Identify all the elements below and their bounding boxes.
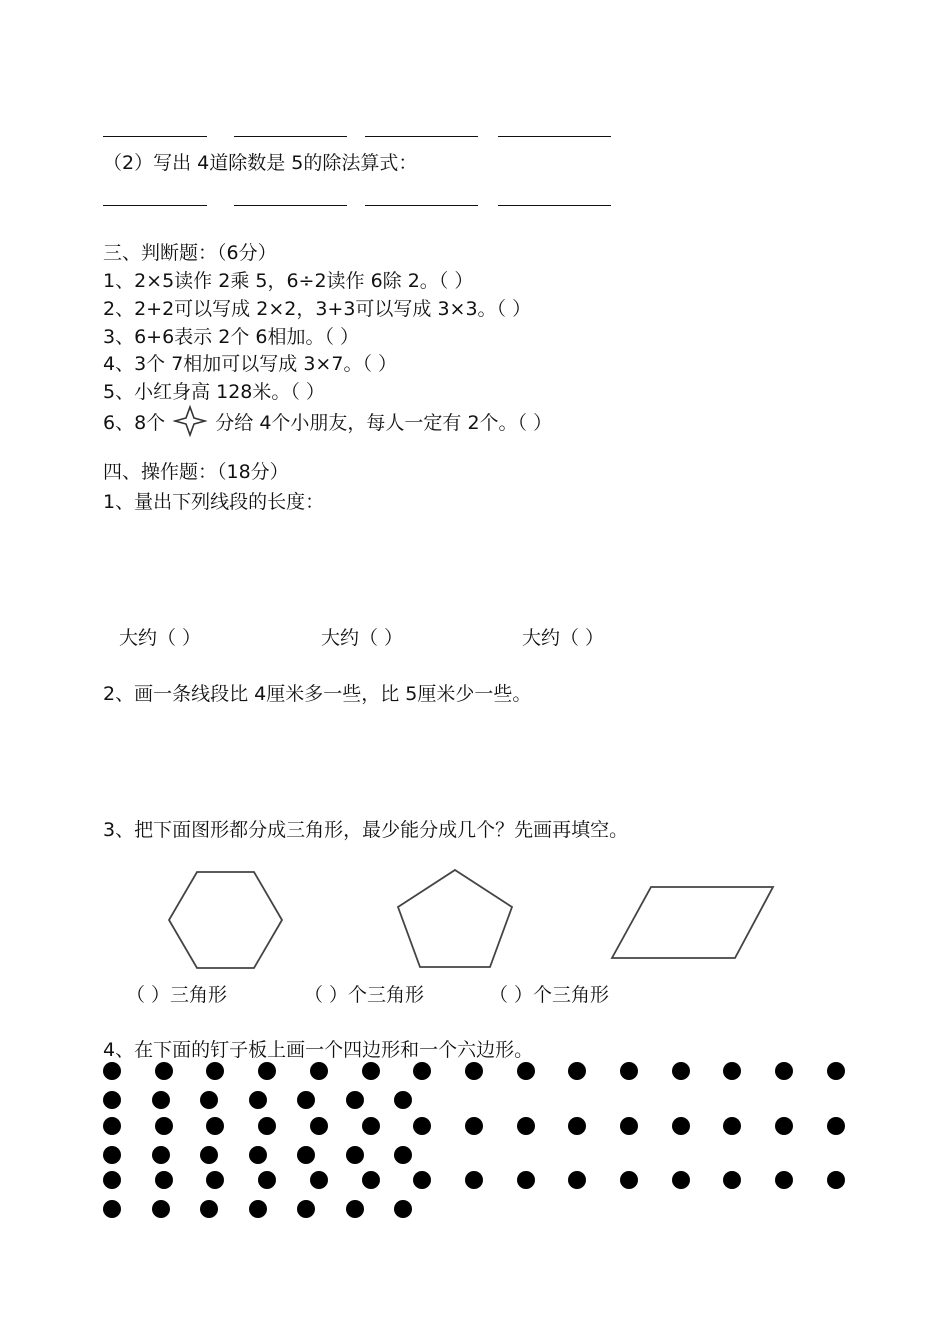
peg-dot[interactable] [297,1200,315,1218]
peg-dot[interactable] [152,1200,170,1218]
peg-dot[interactable] [394,1200,412,1218]
peg-dot[interactable] [827,1117,845,1135]
peg-dot[interactable] [394,1146,412,1164]
answer-blank[interactable] [498,205,611,206]
true-false-item: 2、2+2可以写成 2×2，3+3可以写成 3×3。（ ） [103,298,532,320]
peg-dot[interactable] [249,1200,267,1218]
peg-dot[interactable] [310,1117,328,1135]
peg-dot[interactable] [258,1117,276,1135]
answer-blank[interactable] [234,205,347,206]
peg-dot[interactable] [155,1117,173,1135]
true-false-item: 4、3个 7相加可以写成 3×7。（ ） [103,353,397,375]
peg-dot[interactable] [103,1171,121,1189]
peg-dot[interactable] [394,1091,412,1109]
peg-dot[interactable] [103,1200,121,1218]
answer-blank[interactable] [234,136,347,137]
triangle-count-answer[interactable]: （ ）个三角形 [489,984,610,1006]
peg-dot[interactable] [775,1117,793,1135]
peg-dot[interactable] [103,1062,121,1080]
true-false-item: 3、6+6表示 2个 6相加。（ ） [103,326,359,348]
question-prompt: 2、画一条线段比 4厘米多一些，比 5厘米少一些。 [103,683,532,705]
peg-dot[interactable] [723,1062,741,1080]
peg-dot[interactable] [568,1171,586,1189]
peg-dot[interactable] [249,1091,267,1109]
peg-dot[interactable] [775,1171,793,1189]
peg-dot[interactable] [152,1091,170,1109]
answer-blank[interactable] [103,136,207,137]
peg-dot[interactable] [413,1171,431,1189]
answer-blank[interactable] [498,136,611,137]
pentagon-shape [398,870,512,967]
peg-dot[interactable] [620,1117,638,1135]
peg-dot[interactable] [465,1117,483,1135]
triangle-count-answer[interactable]: （ ）三角形 [126,984,228,1006]
peg-dot[interactable] [362,1117,380,1135]
peg-dot[interactable] [620,1171,638,1189]
true-false-item [103,405,552,437]
peg-dot[interactable] [200,1091,218,1109]
peg-dot[interactable] [827,1171,845,1189]
measure-answer[interactable]: 大约（ ） [119,627,202,649]
peg-dot[interactable] [568,1062,586,1080]
measure-answer[interactable]: 大约（ ） [522,627,605,649]
peg-dot[interactable] [362,1062,380,1080]
true-false-item: 1、2×5读作 2乘 5，6÷2读作 6除 2。（ ） [103,270,474,292]
peg-dot[interactable] [413,1117,431,1135]
peg-dot[interactable] [517,1171,535,1189]
item-text-after: 分给 4个小朋友，每人一定有 2个。（ ） [215,412,553,434]
star-icon [173,405,207,437]
peg-dot[interactable] [206,1117,224,1135]
peg-dot[interactable] [465,1062,483,1080]
peg-dot[interactable] [775,1062,793,1080]
parallelogram-shape [612,887,773,958]
question-prompt: （2）写出 4道除数是 5的除法算式： [103,152,418,174]
peg-dot[interactable] [200,1146,218,1164]
peg-dot[interactable] [310,1062,328,1080]
peg-dot[interactable] [297,1146,315,1164]
peg-dot[interactable] [103,1146,121,1164]
peg-dot[interactable] [297,1091,315,1109]
peg-dot[interactable] [249,1146,267,1164]
true-false-item: 5、小红身高 128米。（ ） [103,381,325,403]
peg-dot[interactable] [200,1200,218,1218]
answer-blank[interactable] [103,205,207,206]
question-prompt: 3、把下面图形都分成三角形，最少能分成几个？先画再填空。 [103,819,629,841]
peg-dot[interactable] [155,1171,173,1189]
peg-dot[interactable] [827,1062,845,1080]
peg-dot[interactable] [620,1062,638,1080]
peg-dot[interactable] [723,1117,741,1135]
section-heading: 四、操作题：（18分） [103,461,289,483]
peg-dot[interactable] [155,1062,173,1080]
hexagon-shape [169,872,282,968]
answer-blank[interactable] [365,136,478,137]
peg-dot[interactable] [206,1171,224,1189]
peg-dot[interactable] [723,1171,741,1189]
peg-dot[interactable] [568,1117,586,1135]
measure-answer[interactable]: 大约（ ） [321,627,404,649]
peg-dot[interactable] [672,1117,690,1135]
answer-blank[interactable] [365,205,478,206]
peg-dot[interactable] [103,1117,121,1135]
peg-dot[interactable] [103,1091,121,1109]
triangle-count-answer[interactable]: （ ）个三角形 [304,984,425,1006]
peg-dot[interactable] [258,1062,276,1080]
peg-dot[interactable] [310,1171,328,1189]
peg-dot[interactable] [672,1171,690,1189]
peg-dot[interactable] [346,1200,364,1218]
section-heading: 三、判断题：（6分） [103,242,277,264]
question-prompt: 4、在下面的钉子板上画一个四边形和一个六边形。 [103,1039,534,1061]
peg-dot[interactable] [465,1171,483,1189]
peg-dot[interactable] [346,1146,364,1164]
item-text-before: 6、8个 [103,412,166,434]
peg-dot[interactable] [517,1062,535,1080]
peg-dot[interactable] [672,1062,690,1080]
peg-dot[interactable] [413,1062,431,1080]
peg-dot[interactable] [152,1146,170,1164]
question-prompt: 1、量出下列线段的长度： [103,491,325,513]
peg-dot[interactable] [206,1062,224,1080]
peg-dot[interactable] [362,1171,380,1189]
peg-dot[interactable] [346,1091,364,1109]
peg-dot[interactable] [517,1117,535,1135]
peg-dot[interactable] [258,1171,276,1189]
